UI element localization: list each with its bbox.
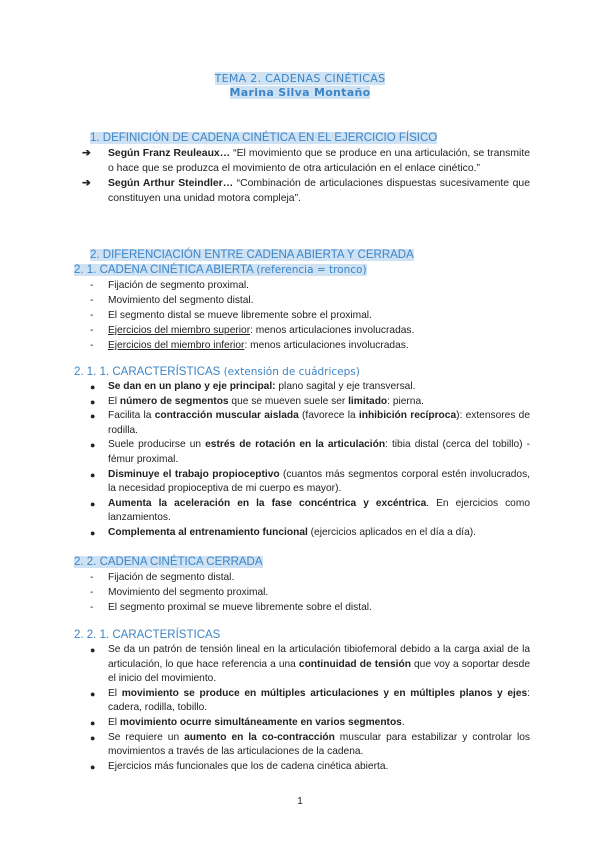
list-item: - Fijación de segmento distal.: [90, 572, 235, 583]
section-2-heading: 2. DIFERENCIACIÓN ENTRE CADENA ABIERTA Y CERRADA: [90, 249, 414, 261]
list-item: ● Se dan en un plano y eje principal: plano sagital y eje transversal.: [90, 380, 530, 395]
section-1-list: [78, 147, 530, 207]
page-number: 1: [297, 796, 303, 807]
bullet-icon: ●: [90, 440, 96, 451]
arrow-icon: ➔: [82, 178, 91, 189]
bullet-icon: ●: [90, 411, 96, 422]
list-item: - Ejercicios del miembro inferior: menos articulaciones involucradas.: [90, 340, 409, 351]
list-item: ● Complementa al entrenamiento funcional (ejercicios aplicados en el día a día).: [90, 526, 530, 541]
list-item: ● Ejercicios más funcionales que los de cadena cinética abierta.: [90, 760, 530, 775]
list-item: - Ejercicios del miembro superior: menos articulaciones involucradas.: [90, 325, 415, 336]
list-item: ● Disminuye el trabajo propioceptivo (cuantos más segmentos corporal estén involucrados, la necesidad propioceptiva de mi cuerpo es mayor).: [90, 468, 531, 495]
bullet-icon: ●: [90, 645, 96, 655]
list-item: ● Facilita la contracción muscular aislada (favorece la inhibición recíproca): extensores de rodilla.: [90, 410, 530, 436]
list-item: ● Se requiere un aumento en la co-contracción muscular para estabilizar y controlar los movimientos a través de las articulaciones de la cadena.: [90, 731, 530, 758]
section-2-1-list: [90, 278, 530, 353]
bullet-icon: ●: [90, 527, 96, 538]
list-item: ● El movimiento ocurre simultáneamente en varios segmentos.: [90, 716, 530, 731]
list-item: - Fijación de segmento proximal.: [90, 280, 249, 291]
arrow-icon: ➔: [82, 148, 91, 159]
list-item: ➔ Según Franz Reuleaux… “El movimiento que se produce en una articulación, se transmite o hace que se produzca el movimiento de otra articulación en el enlace cinético.”: [82, 148, 530, 174]
bullet-icon: ●: [90, 469, 96, 480]
list-item: ● Se da un patrón de tensión lineal en la articulación tibiofemoral debido a la carga axial de la articulación, lo que hace referencia a una continuidad de tensión que voy a soportar desde el inicio del movimiento.: [90, 644, 530, 685]
list-item: - El segmento proximal se mueve libremente sobre el distal.: [90, 602, 372, 613]
bullet-icon: ●: [90, 732, 96, 743]
list-item: ● El movimiento se produce en múltiples articulaciones y en múltiples planos y ejes: cadera, rodilla, tobillo.: [90, 687, 530, 714]
list-item: ● Suele producirse un estrés de rotación en la articulación: tibia distal (cerca del tobillo) - fémur proximal.: [90, 439, 530, 465]
bullet-icon: ●: [90, 688, 96, 699]
list-item: - El segmento distal se mueve libremente sobre el proximal.: [90, 310, 372, 321]
list-item: - Movimiento del segmento proximal.: [90, 587, 269, 598]
section-2-1-heading: 2. 1. CADENA CINÉTICA ABIERTA (referencia = tronco): [74, 264, 367, 276]
list-item: ➔ Según Arthur Steindler… “Combinación de articulaciones dispuestas sucesivamente que constituyen una unidad motora compleja”.: [82, 178, 530, 204]
bullet-icon: ●: [90, 396, 96, 407]
bullet-icon: ●: [90, 382, 96, 392]
section-2-1-1-heading: 2. 1. 1. CARACTERÍSTICAS (extensión de cuádriceps): [74, 366, 360, 378]
section-2-2-1-list: [90, 643, 530, 774]
bullet-icon: ●: [90, 498, 96, 509]
section-2-2-list: [90, 570, 530, 615]
list-item: ● Aumenta la aceleración en la fase concéntrica y excéntrica. En ejercicios como lanzamientos.: [90, 497, 531, 524]
section-2-1-1-list: [90, 380, 530, 541]
document-title: TEMA 2. CADENAS CINÉTICAS: [214, 72, 386, 85]
bullet-icon: ●: [90, 761, 96, 772]
section-1-heading: 1. DEFINICIÓN DE CADENA CINÉTICA EN EL EJERCICIO FÍSICO: [90, 132, 438, 144]
section-2-2-1-heading: 2. 2. 1. CARACTERÍSTICAS: [74, 629, 221, 641]
document-author: Marina Silva Montaño: [229, 86, 371, 99]
list-item: - Movimiento del segmento distal.: [90, 295, 254, 306]
section-2-2-heading: 2. 2. CADENA CINÉTICA CERRADA: [74, 556, 263, 568]
bullet-icon: ●: [90, 717, 96, 728]
list-item: ● El número de segmentos que se mueven suele ser limitado: pierna.: [90, 395, 530, 410]
document-title-block: [0, 72, 600, 100]
